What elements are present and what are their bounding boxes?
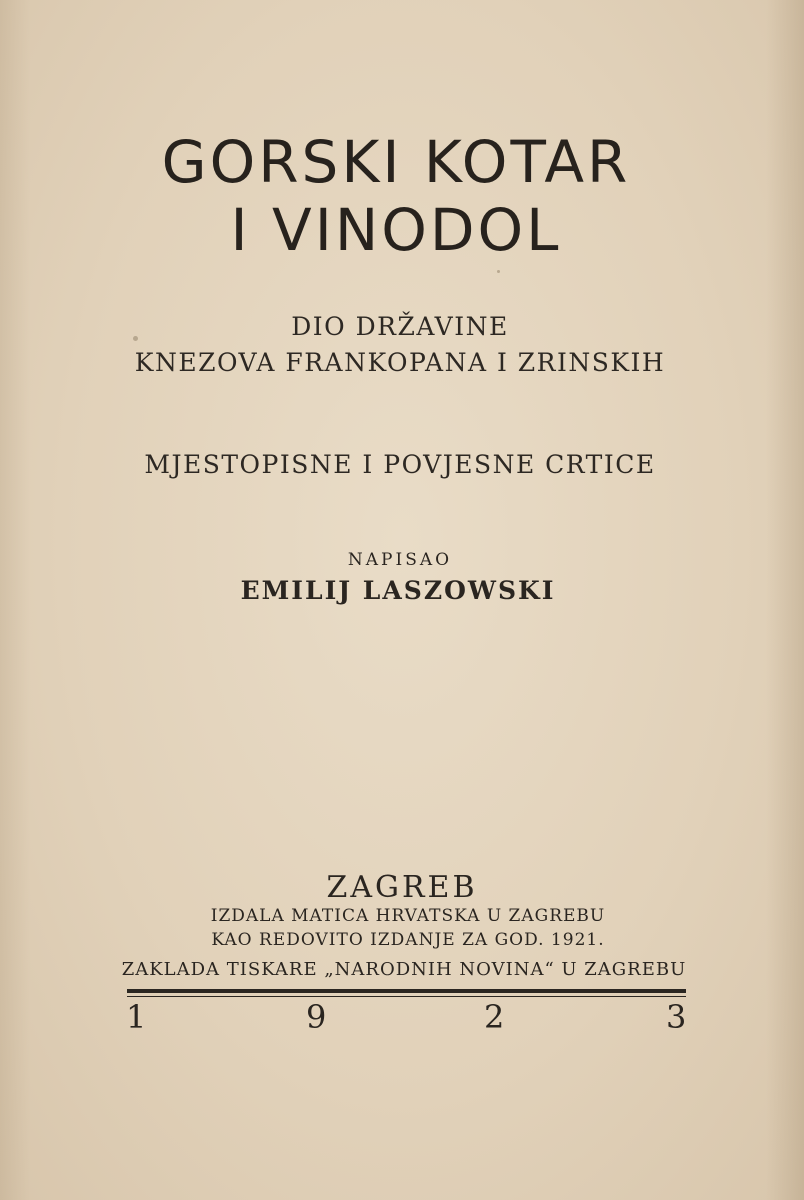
publication-city: ZAGREB	[326, 870, 478, 905]
paper-spot	[497, 270, 500, 273]
year-digit: 3	[666, 998, 687, 1036]
year-digit: 1	[126, 998, 147, 1036]
subtitle-line-3: MJESTOPISNE I POVJESNE CRTICE	[144, 450, 656, 479]
year-digit: 9	[306, 998, 327, 1036]
publisher-line-1: IZDALA MATICA HRVATSKA U ZAGREBU	[210, 906, 606, 926]
author-name: EMILIJ LASZOWSKI	[240, 576, 556, 605]
double-rule-thick	[127, 989, 686, 993]
subtitle-line-2: KNEZOVA FRANKOPANA I ZRINSKIH	[134, 348, 666, 377]
printer-line: ZAKLADA TISKARE „NARODNIH NOVINA“ U ZAGREBU	[121, 959, 687, 980]
book-title-line-1: GORSKI KOTAR	[161, 128, 631, 196]
book-title-line-2: I VINODOL	[230, 196, 562, 264]
year-digit: 2	[484, 998, 505, 1036]
subtitle-line-1: DIO DRŽAVINE	[291, 312, 509, 341]
publisher-line-2: KAO REDOVITO IZDANJE ZA GOD. 1921.	[211, 930, 605, 950]
author-label: NAPISAO	[347, 550, 453, 570]
double-rule-thin	[127, 996, 686, 997]
